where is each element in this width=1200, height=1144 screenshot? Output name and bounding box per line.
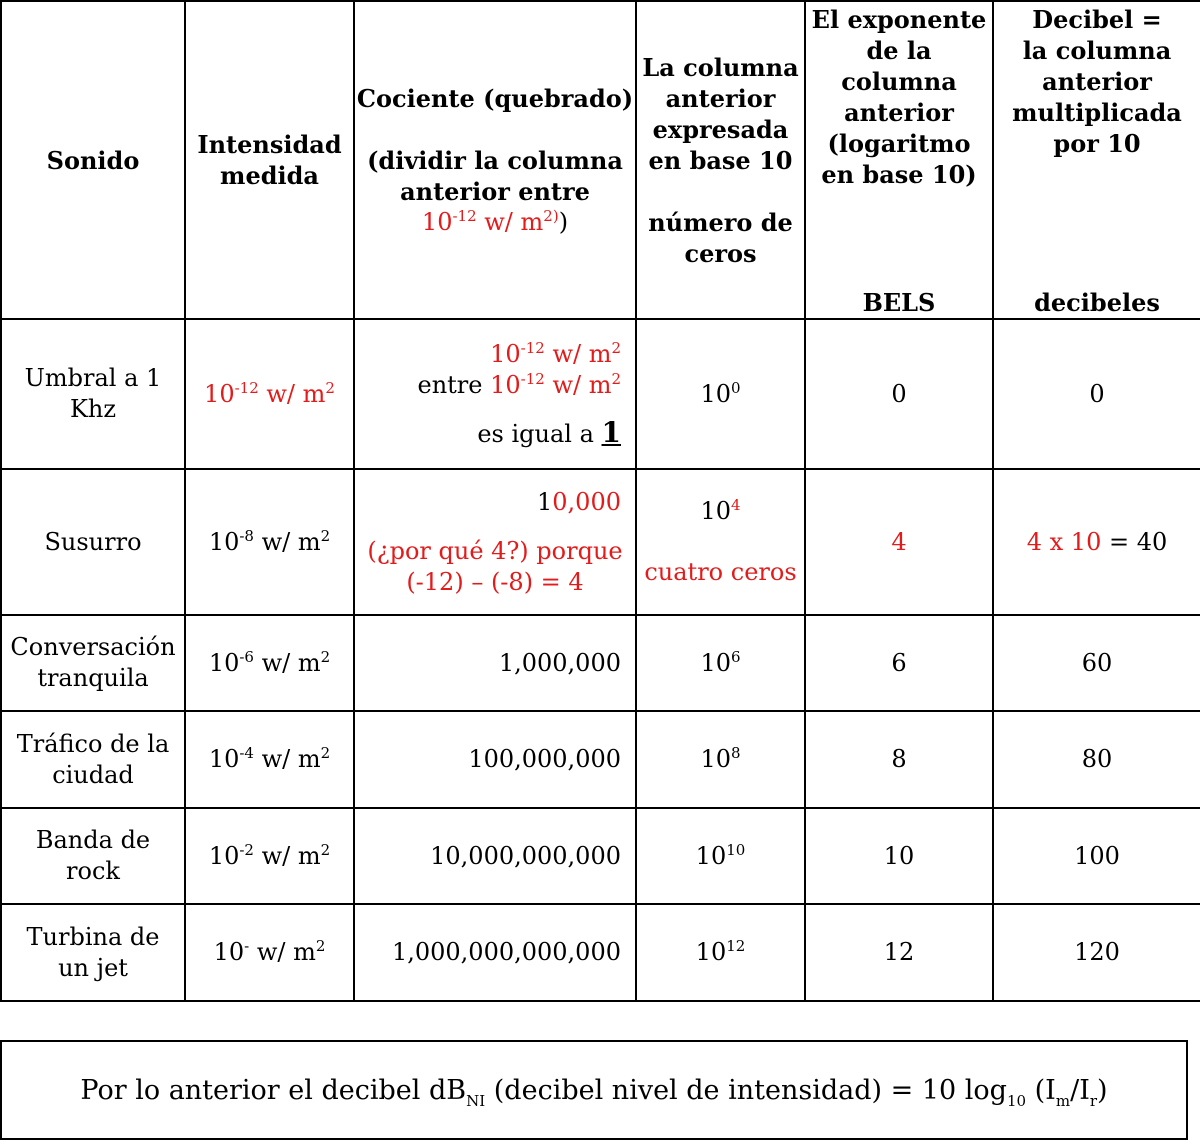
cell-intensity: $10^{-6}$ w/ $m^2$: [185, 615, 354, 711]
cell-decibels: 4 x 10 = 40: [993, 469, 1200, 615]
header-intensity-l1: Intensidad: [197, 130, 342, 159]
header-decibel-l2: la columna: [1022, 36, 1172, 65]
cell-bels: 12: [805, 904, 993, 1001]
cell-intensity: $10^{-4}$ w/ $m^2$: [185, 711, 354, 808]
cell-intensity: $10^{-12}$ w/ $m^2$: [185, 319, 354, 469]
cell-quotient: 10,000,000,000: [354, 808, 636, 904]
table-row: [1, 469, 1200, 615]
cell-power: $10^0$: [636, 319, 805, 469]
cell-power: $10^6$: [636, 615, 805, 711]
header-decibel-l4: multiplicada: [1012, 98, 1182, 127]
cell-bels: 10: [805, 808, 993, 904]
cell-bels: 0: [805, 319, 993, 469]
cell-sound: Susurro: [1, 469, 185, 615]
cell-sound: Tráfico de la ciudad: [1, 711, 185, 808]
cell-intensity: $10^{-8}$ w/ $m^2$: [185, 469, 354, 615]
header-decibel-l1: Decibel =: [1032, 5, 1162, 34]
header-decibel: [993, 1, 1200, 319]
cell-power: $10^4$ cuatro ceros: [636, 469, 805, 615]
cell-decibels: 60: [993, 615, 1200, 711]
header-exponent: [805, 1, 993, 319]
cell-power: $10^{12}$: [636, 904, 805, 1001]
cell-decibels: 100: [993, 808, 1200, 904]
cell-power: $10^8$: [636, 711, 805, 808]
cell-quotient: 100,000,000: [354, 711, 636, 808]
cell-decibels: 0: [993, 319, 1200, 469]
table-row: [1, 711, 1200, 808]
cell-decibels: 80: [993, 711, 1200, 808]
table-row: [1, 808, 1200, 904]
header-base10-l1: La columna: [642, 52, 799, 82]
cell-intensity: $10^{-2}$ w/ $m^2$: [185, 808, 354, 904]
header-base10-l3: expresada: [652, 114, 789, 144]
header-exponent-l6: en base 10): [821, 160, 977, 189]
cell-sound: Conversación tranquila: [1, 615, 185, 711]
cell-sound: Banda de rock: [1, 808, 185, 904]
header-exponent-l1: El exponente: [811, 5, 987, 34]
cell-intensity: 10- w/ $m^2$: [185, 904, 354, 1001]
header-intensity-l2: medida: [220, 161, 319, 190]
header-exponent-unit: BELS: [862, 288, 936, 317]
table-row: [1, 319, 1200, 469]
table-row: [1, 904, 1200, 1001]
cell-quotient: 10,000 (¿por qué 4?) porque (-12) – (-8) = 4: [354, 469, 636, 615]
header-base10-zeros-l2: ceros: [684, 238, 757, 268]
header-exponent-l5: (logaritmo: [827, 129, 971, 158]
header-decibel-l5: por 10: [1053, 129, 1141, 158]
header-decibel-l3: anterior: [1042, 67, 1152, 96]
header-base10-l4: en base 10: [648, 145, 793, 175]
header-row: [1, 1, 1200, 319]
cell-sound: Turbina de un jet: [1, 904, 185, 1001]
header-decibel-unit: decibeles: [1034, 288, 1160, 317]
cell-bels: 6: [805, 615, 993, 711]
header-base10: [636, 1, 805, 319]
header-exponent-l3: columna: [841, 67, 957, 96]
header-sound: [1, 1, 185, 319]
formula-box: [0, 1040, 1188, 1140]
header-intensity: [185, 1, 354, 319]
header-quotient-l3: anterior entre: [400, 176, 590, 206]
cell-bels: 4: [805, 469, 993, 615]
table-row: [1, 615, 1200, 711]
cell-quotient: 1,000,000: [354, 615, 636, 711]
cell-bels: 8: [805, 711, 993, 808]
header-base10-zeros-l1: número de: [648, 207, 793, 237]
cell-quotient: 1,000,000,000,000: [354, 904, 636, 1001]
cell-power: $10^{10}$: [636, 808, 805, 904]
header-quotient-l2: (dividir la columna: [367, 145, 623, 175]
header-quotient-ref: $10^{-12}$ w/ $m^{2)}$): [421, 206, 569, 236]
header-exponent-l2: de la: [866, 36, 932, 65]
formula-text: Por lo anterior el decibel $dB_{NI}$ (decibel nivel de intensidad) = 10 $\log_{10} (I_m/I_r)$: [80, 1074, 1108, 1110]
header-base10-l2: anterior: [665, 83, 776, 113]
cell-decibels: 120: [993, 904, 1200, 1001]
header-quotient: [354, 1, 636, 319]
cell-quotient: $10^{-12}$ w/ $m^2$ entre $10^{-12}$ w/ $m^2$ es igual a 1: [354, 319, 636, 469]
header-exponent-l4: anterior: [844, 98, 954, 127]
header-sound-text: Sonido: [46, 145, 140, 175]
header-quotient-l1: Cociente (quebrado): [356, 83, 634, 113]
cell-sound: Umbral a 1 Khz: [1, 319, 185, 469]
